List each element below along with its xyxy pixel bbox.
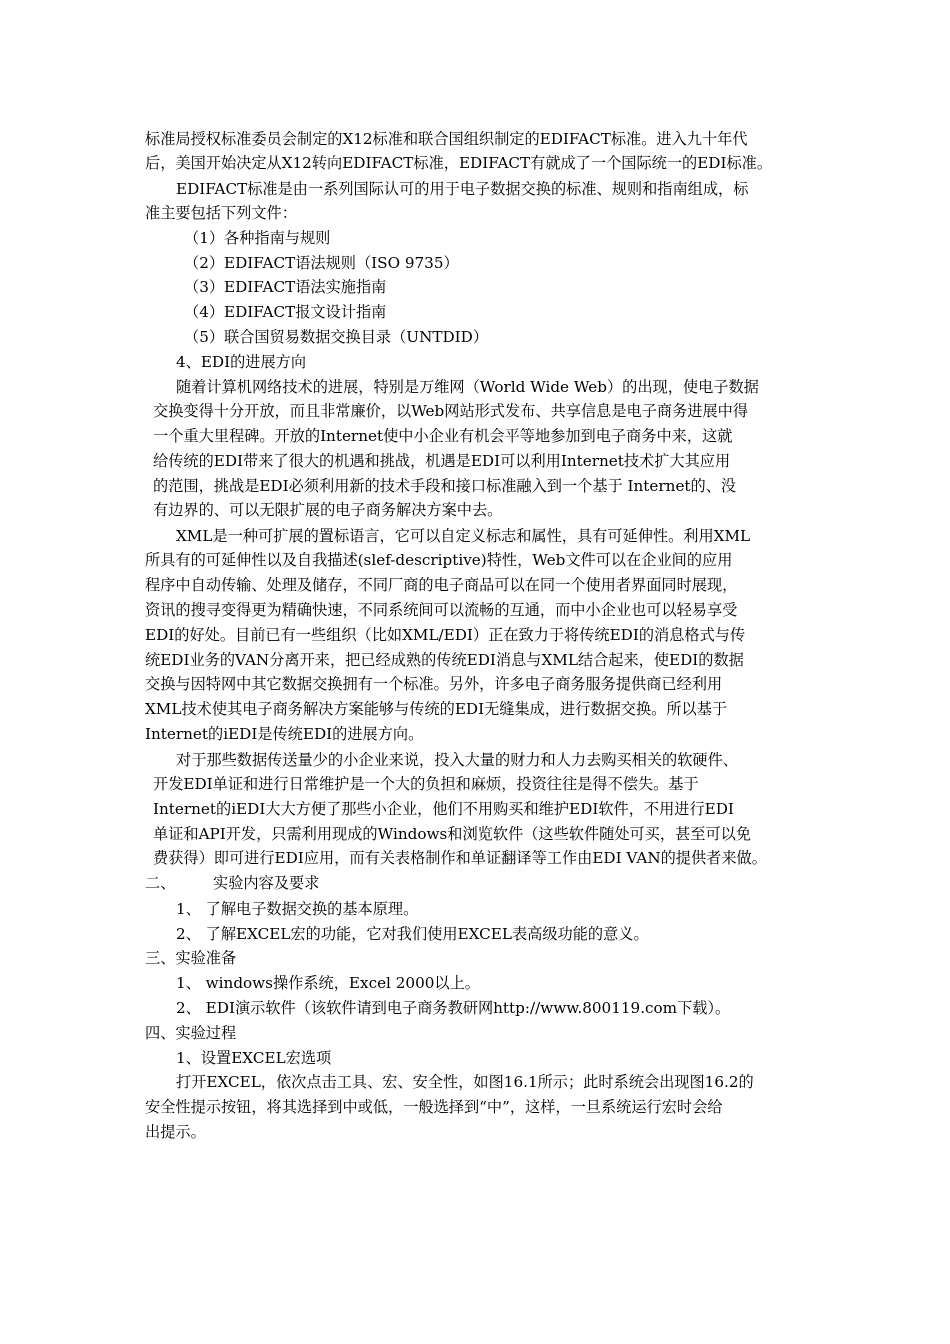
body-text-line: 费获得）即可进行EDI应用，而有关表格制作和单证翻译等工作由EDI VAN的提供者来做。 — [153, 849, 767, 867]
list-item: 1、 了解电子数据交换的基本原理。 — [176, 900, 419, 918]
body-text-line: 出提示。 — [145, 1123, 206, 1141]
subheading: 1、设置EXCEL宏选项 — [176, 1049, 332, 1067]
body-text-line: 给传统的EDI带来了很大的机遇和挑战，机遇是EDI可以利用Internet技术扩大其应用 — [153, 452, 731, 470]
body-text-line: 单证和API开发，只需利用现成的Windows和浏览软件（这些软件随处可买，甚至可以免 — [153, 825, 752, 843]
body-text-line: Internet的iEDI大大方便了那些小企业，他们不用购买和维护EDI软件，不用进行EDI — [153, 800, 734, 818]
body-text-line: XML是一种可扩展的置标语言，它可以自定义标志和属性，具有可延伸性。利用XML — [176, 527, 751, 545]
body-text-line: 准主要包括下列文件： — [145, 204, 297, 222]
body-text-line: 交换变得十分开放，而且非常廉价，以Web网站形式发布、共享信息是电子商务进展中得 — [153, 402, 749, 420]
section-title: 实验内容及要求 — [213, 874, 320, 892]
body-text-line: 交换与因特网中其它数据交换拥有一个标准。另外，许多电子商务服务提供商已经利用 — [145, 675, 723, 693]
body-text-line: 所具有的可延伸性以及自我描述(slef-descriptive)特性，Web文件可以在企业间的应用 — [145, 551, 733, 569]
list-item: 1、 windows操作系统，Excel 2000以上。 — [176, 974, 480, 992]
body-text-line: 随着计算机网络技术的进展，特别是万维网（World Wide Web）的出现，使电子数据 — [176, 378, 759, 396]
list-item: （4）EDIFACT报文设计指南 — [184, 303, 387, 321]
body-text-line: EDIFACT标准是由一系列国际认可的用于电子数据交换的标准、规则和指南组成，标 — [176, 180, 749, 198]
body-text-line: 对于那些数据传送量少的小企业来说，投入大量的财力和人力去购买相关的软硬件、 — [176, 751, 738, 769]
body-text-line: 程序中自动传输、处理及储存，不同厂商的电子商品可以在同一个使用者界面同时展现， — [145, 576, 738, 594]
body-text-line: EDI的好处。目前已有一些组织（比如XML/EDI）正在致力于将传统EDI的消息格式与传 — [145, 626, 746, 644]
body-text-line: 后，美国开始决定从X12转向EDIFACT标准，EDIFACT有就成了一个国际统一的EDI标准。 — [145, 154, 773, 172]
body-text-line: 标准局授权标准委员会制定的X12标准和联合国组织制定的EDIFACT标准。进入九十年代 — [145, 130, 748, 148]
list-item: （1）各种指南与规则 — [184, 229, 331, 247]
body-text-line: 统EDI业务的VAN分离开来，把已经成熟的传统EDI消息与XML结合起来，使EDI的数据 — [145, 651, 744, 669]
list-item: （2）EDIFACT语法规则（ISO 9735） — [184, 254, 459, 272]
section-number: 二、 — [145, 874, 176, 892]
section-heading: 四、实验过程 — [145, 1024, 237, 1042]
body-text-line: 资讯的搜寻变得更为精确快速，不同系统间可以流畅的互通，而中小企业也可以轻易享受 — [145, 601, 738, 619]
section-heading — [145, 871, 810, 895]
list-item: 2、 了解EXCEL宏的功能，它对我们使用EXCEL表高级功能的意义。 — [176, 925, 649, 943]
list-item: （5）联合国贸易数据交换目录（UNTDID） — [184, 328, 489, 346]
list-item: （3）EDIFACT语法实施指南 — [184, 278, 387, 296]
list-item: 2、 EDI演示软件（该软件请到电子商务教研网http://www.800119.com下载）。 — [176, 999, 731, 1017]
body-text-line: 开发EDI单证和进行日常维护是一个大的负担和麻烦，投资往往是得不偿失。基于 — [153, 775, 699, 793]
body-text-line: 一个重大里程碑。开放的Internet使中小企业有机会平等地参加到电子商务中来，这就 — [153, 427, 733, 445]
section-heading: 三、实验准备 — [145, 949, 237, 967]
subheading: 4、EDI的进展方向 — [176, 353, 307, 371]
body-text-line: 有边界的、可以无限扩展的电子商务解决方案中去。 — [153, 501, 503, 519]
body-text-line: Internet的iEDI是传统EDI的进展方向。 — [145, 725, 424, 743]
body-text-line: 打开EXCEL，依次点击工具、宏、安全性，如图16.1所示；此时系统会出现图16.2的 — [176, 1073, 754, 1091]
body-text-line: 的范围，挑战是EDI必须利用新的技术手段和接口标准融入到一个基于 Internet的、没 — [153, 477, 737, 495]
body-text-line: 安全性提示按钮，将其选择到中或低，一般选择到“中”，这样，一旦系统运行宏时会给 — [145, 1098, 723, 1116]
body-text-line: XML技术使其电子商务解决方案能够与传统的EDI无缝集成，进行数据交换。所以基于 — [145, 700, 728, 718]
